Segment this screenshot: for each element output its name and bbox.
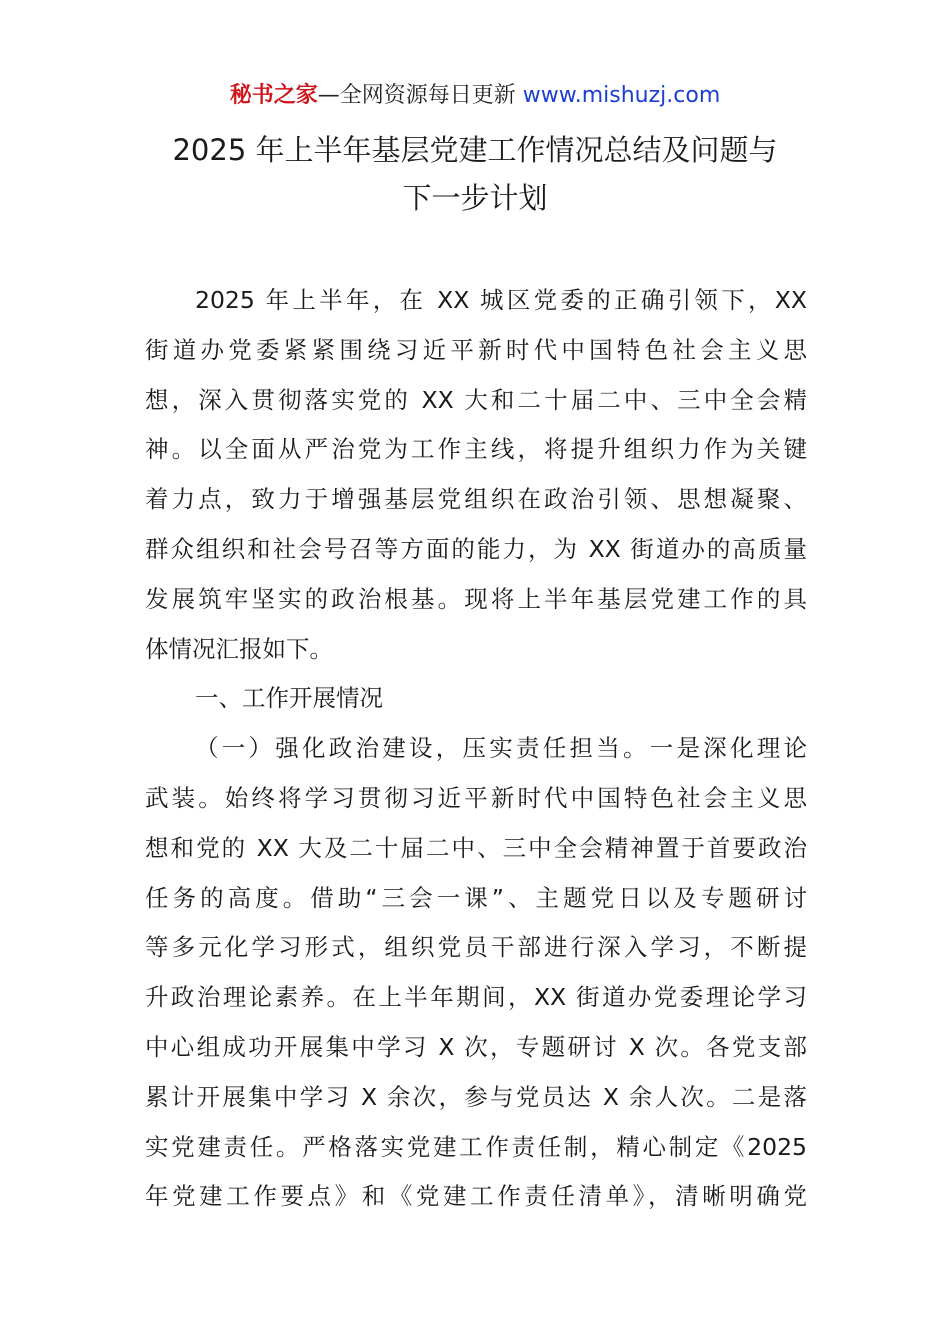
paragraph-line: 街道办党委紧紧围绕习近平新时代中国特色社会主义思 <box>145 335 807 364</box>
section-heading: 一、工作开展情况 <box>195 684 383 713</box>
paragraph-line: 中心组成功开展集中学习 X 次，专题研讨 X 次。各党支部 <box>145 1032 807 1061</box>
paragraph-line: 想，深入贯彻落实党的 XX 大和二十届二中、三中全会精 <box>145 385 807 414</box>
paragraph-line: 等多元化学习形式，组织党员干部进行深入学习，不断提 <box>145 933 807 962</box>
paragraph-line: 累计开展集中学习 X 余次，参与党员达 X 余人次。二是落 <box>145 1082 807 1111</box>
document-title <box>120 126 830 222</box>
document-title-line: 下一步计划 <box>402 181 548 215</box>
site-tagline: —全网资源每日更新 <box>317 83 516 108</box>
paragraph-line: 体情况汇报如下。 <box>145 634 333 663</box>
paragraph-line: 升政治理论素养。在上半年期间，XX 街道办党委理论学习 <box>145 983 807 1012</box>
paragraph-line: 武装。始终将学习贯彻习近平新时代中国特色社会主义思 <box>145 783 807 812</box>
paragraph-line: 2025 年上半年，在 XX 城区党委的正确引领下，XX <box>195 286 807 314</box>
paragraph-line: 群众组织和社会号召等方面的能力，为 XX 街道办的高质量 <box>145 534 807 563</box>
paragraph-line: 着力点，致力于增强基层党组织在政治引领、思想凝聚、 <box>145 485 807 514</box>
paragraph-line: 实党建责任。严格落实党建工作责任制，精心制定《2025 <box>145 1132 807 1161</box>
paragraph-line: （一）强化政治建设，压实责任担当。一是深化理论 <box>195 734 807 763</box>
document-title-line: 2025 年上半年基层党建工作情况总结及问题与 <box>172 133 778 167</box>
site-header <box>0 80 950 112</box>
paragraph-line: 年党建工作要点》和《党建工作责任清单》，清晰明确党 <box>145 1182 807 1211</box>
site-brand: 秘书之家 <box>229 83 318 108</box>
site-url-link[interactable]: www.mishuzj.com <box>522 83 721 108</box>
document-body <box>145 276 807 1222</box>
paragraph-line: 任务的高度。借助“三会一课”、主题党日以及专题研讨 <box>145 883 807 912</box>
paragraph-line: 发展筑牢坚实的政治根基。现将上半年基层党建工作的具 <box>145 584 807 613</box>
paragraph-line: 想和党的 XX 大及二十届二中、三中全会精神置于首要政治 <box>145 833 807 862</box>
paragraph-line: 神。以全面从严治党为工作主线，将提升组织力作为关键 <box>145 435 807 464</box>
